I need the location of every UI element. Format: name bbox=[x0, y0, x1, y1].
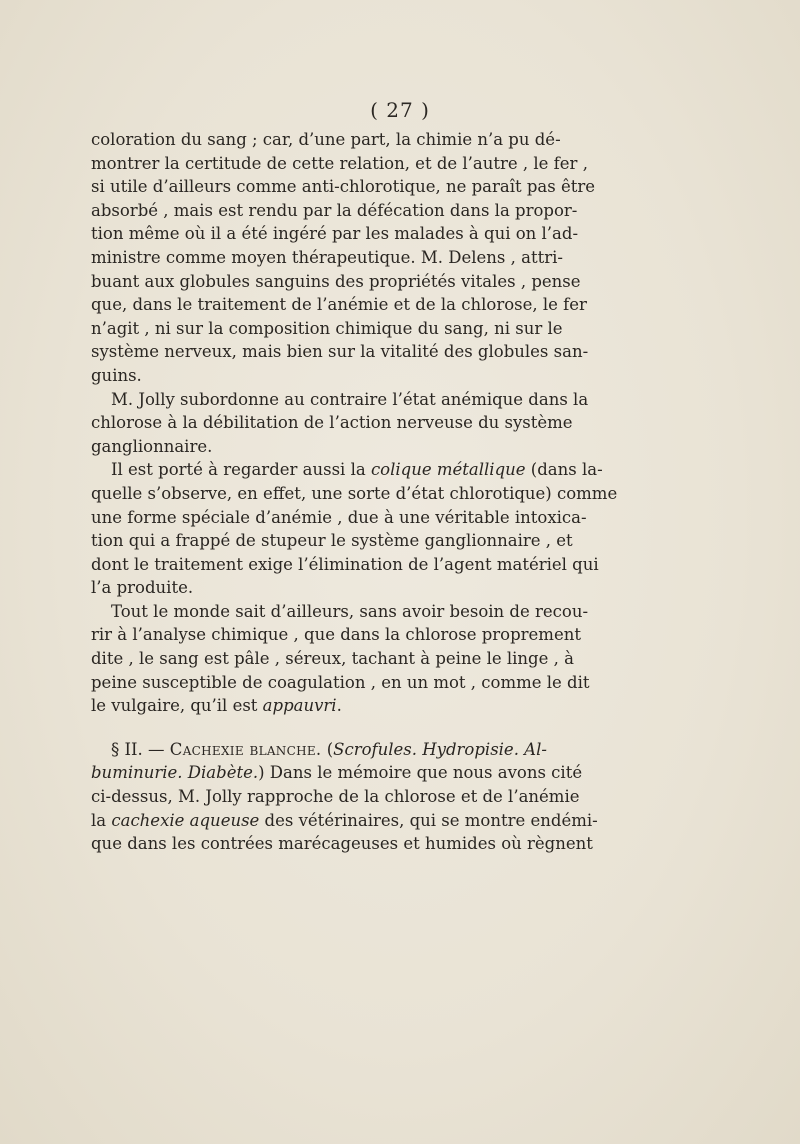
text-line: si utile d’ailleurs comme anti-chlorotique, ne paraît pas être bbox=[91, 177, 596, 197]
text-run: le vulgaire, qu’il est bbox=[91, 696, 263, 716]
text-line: Tout le monde sait d’ailleurs, sans avoir besoin de recou- bbox=[111, 601, 589, 621]
text-run: Il est porté à regarder aussi la bbox=[111, 460, 371, 480]
italic-term: colique métallique bbox=[370, 460, 526, 480]
text-line: montrer la certitude de cette relation, et de l’autre , le fer , bbox=[91, 153, 588, 173]
italic-term: Scrofules. Hydropisie. Al- bbox=[333, 739, 547, 759]
section-2 bbox=[91, 738, 598, 856]
section-title: Cachexie blanche. bbox=[169, 739, 322, 759]
text-line: l’a produite. bbox=[91, 578, 194, 598]
italic-term: cachexie aqueuse bbox=[111, 810, 260, 830]
body-text bbox=[91, 128, 618, 856]
text-line: que, dans le traitement de l’anémie et de la chlorose, le fer bbox=[91, 295, 587, 315]
paragraph-2 bbox=[91, 388, 589, 459]
text-line: tion qui a frappé de stupeur le système ganglionnaire , et bbox=[91, 531, 573, 551]
text-line: quelle s’observe, en effet, une sorte d’état chlorotique) comme bbox=[91, 483, 618, 503]
text-line: rir à l’analyse chimique , que dans la chlorose proprement bbox=[91, 625, 581, 645]
text-line: dite , le sang est pâle , séreux, tachant à peine le linge , à bbox=[91, 649, 574, 669]
italic-term: buminurie. Diabète. bbox=[91, 763, 259, 783]
text-line: peine susceptible de coagulation , en un mot , comme le dit bbox=[91, 672, 590, 692]
text-line: M. Jolly subordonne au contraire l’état anémique dans la bbox=[111, 389, 589, 409]
text-line: système nerveux, mais bien sur la vitalité des globules san- bbox=[91, 342, 589, 362]
text-run: ( bbox=[321, 739, 334, 759]
text-line bbox=[91, 458, 603, 482]
text-line: n’agit , ni sur la composition chimique du sang, ni sur le bbox=[91, 318, 563, 338]
text-line: ci-dessus, M. Jolly rapproche de la chlorose et de l’anémie bbox=[91, 787, 580, 807]
paragraph-4 bbox=[91, 600, 590, 718]
page-number: ( 27 ) bbox=[370, 98, 430, 122]
text-line: dont le traitement exige l’élimination de l’agent matériel qui bbox=[91, 554, 599, 574]
text-run: (dans la- bbox=[525, 460, 603, 480]
section-spacer bbox=[91, 718, 523, 738]
text-line: chlorose à la débilitation de l’action nerveuse du système bbox=[91, 413, 573, 433]
text-line: coloration du sang ; car, d’une part, la chimie n’a pu dé- bbox=[91, 130, 561, 149]
text-line: buant aux globules sanguins des propriétés vitales , pense bbox=[91, 271, 581, 291]
text-line: une forme spéciale d’anémie , due à une véritable intoxica- bbox=[91, 507, 587, 527]
text-line bbox=[91, 761, 583, 785]
text-line: absorbé , mais est rendu par la défécation dans la propor- bbox=[91, 200, 578, 220]
italic-term: appauvri bbox=[262, 696, 337, 716]
text-run: ) Dans le mémoire que nous avons cité bbox=[258, 763, 583, 783]
paragraph-1 bbox=[91, 128, 596, 388]
section-mark: § II. — bbox=[111, 739, 170, 759]
text-line: guins. bbox=[91, 365, 142, 385]
text-line bbox=[91, 694, 523, 718]
text-line: que dans les contrées marécageuses et humides où règnent bbox=[91, 834, 593, 854]
text-line: ministre comme moyen thérapeutique. M. Delens , attri- bbox=[91, 247, 563, 267]
paragraph-3 bbox=[91, 458, 618, 600]
text-run: la bbox=[91, 810, 112, 830]
text-run: des vétérinaires, qui se montre endémi- bbox=[259, 810, 598, 830]
text-line bbox=[91, 809, 598, 833]
text-line: tion même où il a été ingéré par les malades à qui on l’ad- bbox=[91, 224, 579, 244]
text-line: ganglionnaire. bbox=[91, 436, 213, 456]
section-heading-line bbox=[91, 738, 547, 762]
text-run: . bbox=[336, 696, 342, 716]
